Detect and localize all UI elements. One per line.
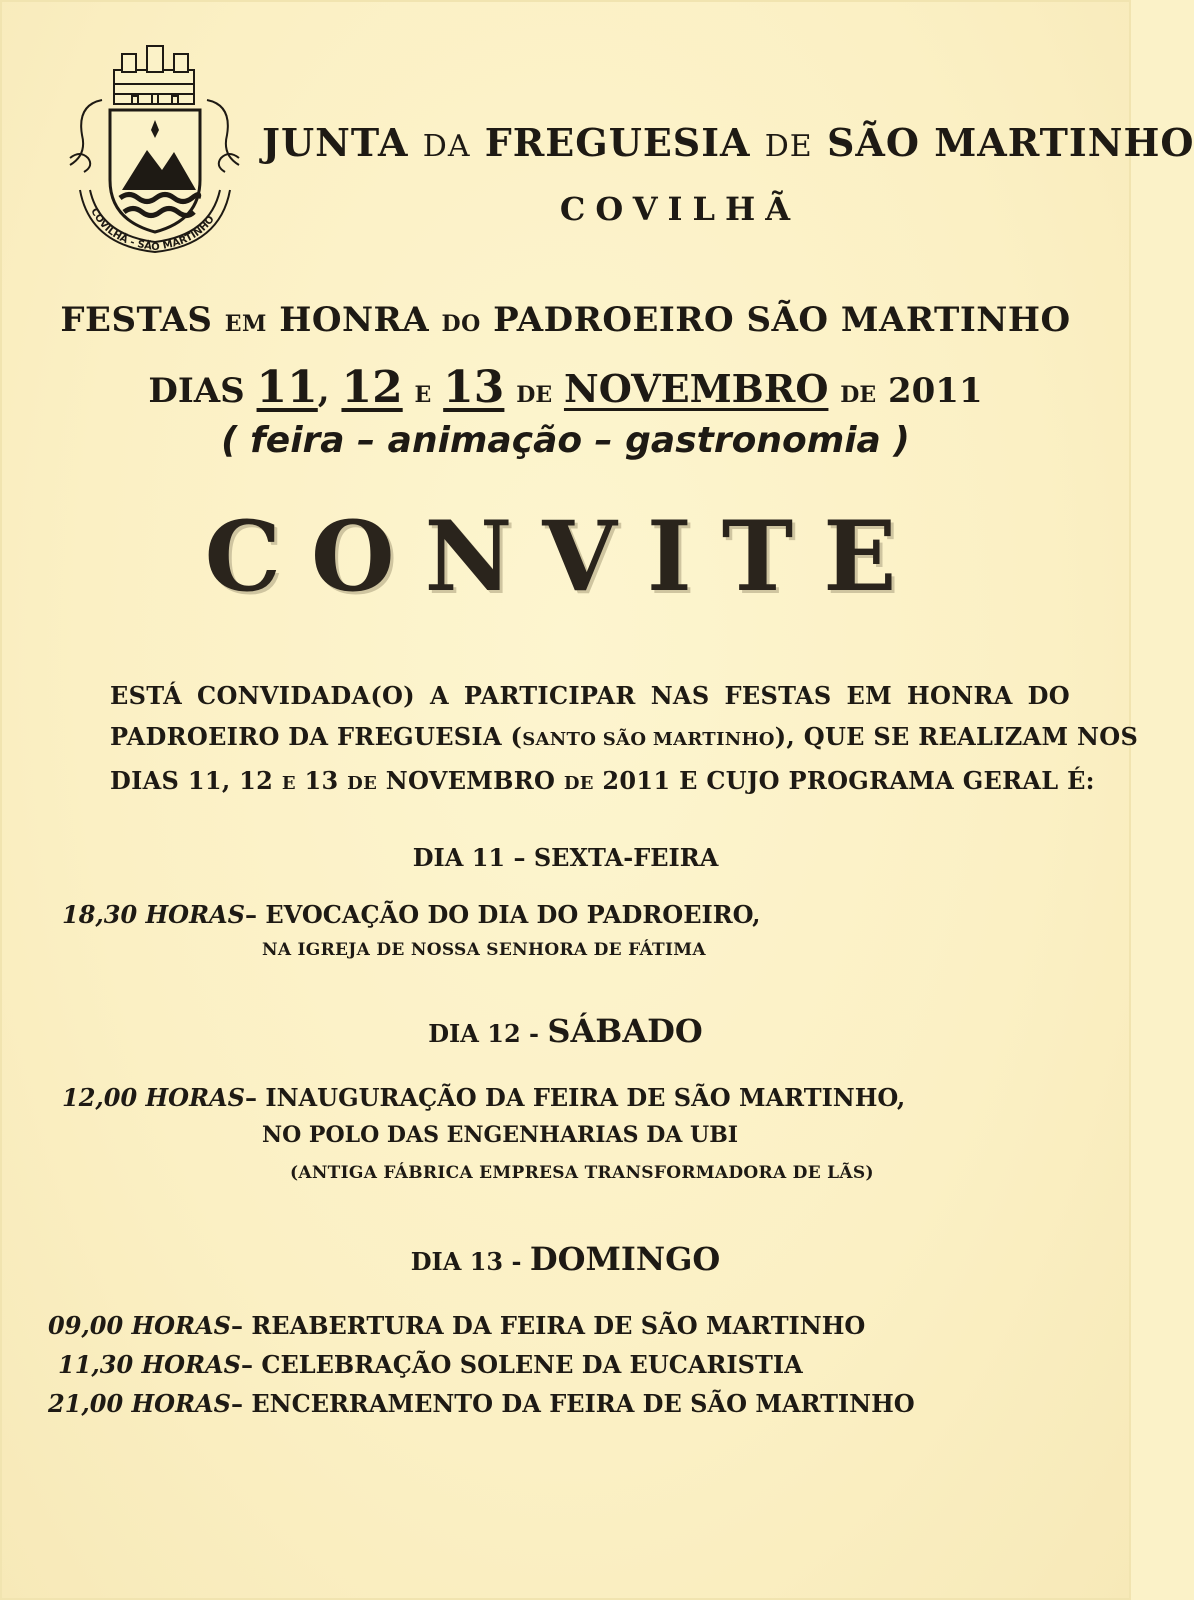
tagline: ( feira – animação – gastronomia )	[221, 420, 910, 461]
day-13-event-2: 11,30 HORAS– CELEBRAÇÃO SOLENE DA EUCARISTIA	[58, 1350, 803, 1379]
convite-title: CONVITE	[204, 500, 927, 613]
day-13-event-1: 09,00 HORAS– REABERTURA DA FEIRA DE SÃO MARTINHO	[48, 1311, 866, 1340]
day-12-event-1-location: NO POLO DAS ENGENHARIAS DA UBI	[262, 1122, 739, 1148]
coat-of-arms-icon	[62, 40, 247, 260]
svg-text:COVILHÃ - SÃO MARTINHO: COVILHÃ - SÃO MARTINHO	[88, 206, 217, 254]
day-11-heading: DIA 11 – SEXTA-FEIRA	[412, 843, 719, 872]
day-13-event-3: 21,00 HORAS– ENCERRAMENTO DA FEIRA DE SÃO MARTINHO	[48, 1389, 915, 1418]
invitation-text	[110, 675, 1139, 804]
day-11-event-1: 18,30 HORAS– EVOCAÇÃO DO DIA DO PADROEIRO,	[62, 900, 761, 929]
header-city: COVILHÃ	[559, 190, 801, 228]
day-12-heading: DIA 12 - SÁBADO	[428, 1012, 703, 1050]
header-title: JUNTA DA FREGUESIA DE SÃO MARTINHO	[262, 120, 1194, 165]
day-13-heading: DIA 13 - DOMINGO	[410, 1240, 721, 1278]
day-12-event-1-note: (ANTIGA FÁBRICA EMPRESA TRANSFORMADORA DE LÃS)	[290, 1163, 874, 1183]
invitation-line-1: ESTÁ CONVIDADA(O) A PARTICIPAR NAS FESTAS EM HONRA DO	[110, 681, 1070, 710]
day-11-event-1-location: NA IGREJA DE NOSSA SENHORA DE FÁTIMA	[262, 940, 706, 960]
invitation-line-3: DIAS 11, 12 E 13 DE NOVEMBRO DE 2011 E CUJO PROGRAMA GERAL É:	[110, 766, 1095, 795]
invitation-line-2: PADROEIRO DA FREGUESIA (SANTO SÃO MARTINHO), QUE SE REALIZAM NOS	[110, 722, 1139, 751]
dates-heading: DIAS 11, 12 E 13 DE NOVEMBRO DE 2011	[148, 362, 983, 413]
festas-heading: FESTAS EM HONRA DO PADROEIRO SÃO MARTINHO	[60, 300, 1071, 340]
day-12-event-1: 12,00 HORAS– INAUGURAÇÃO DA FEIRA DE SÃO MARTINHO,	[62, 1083, 906, 1112]
